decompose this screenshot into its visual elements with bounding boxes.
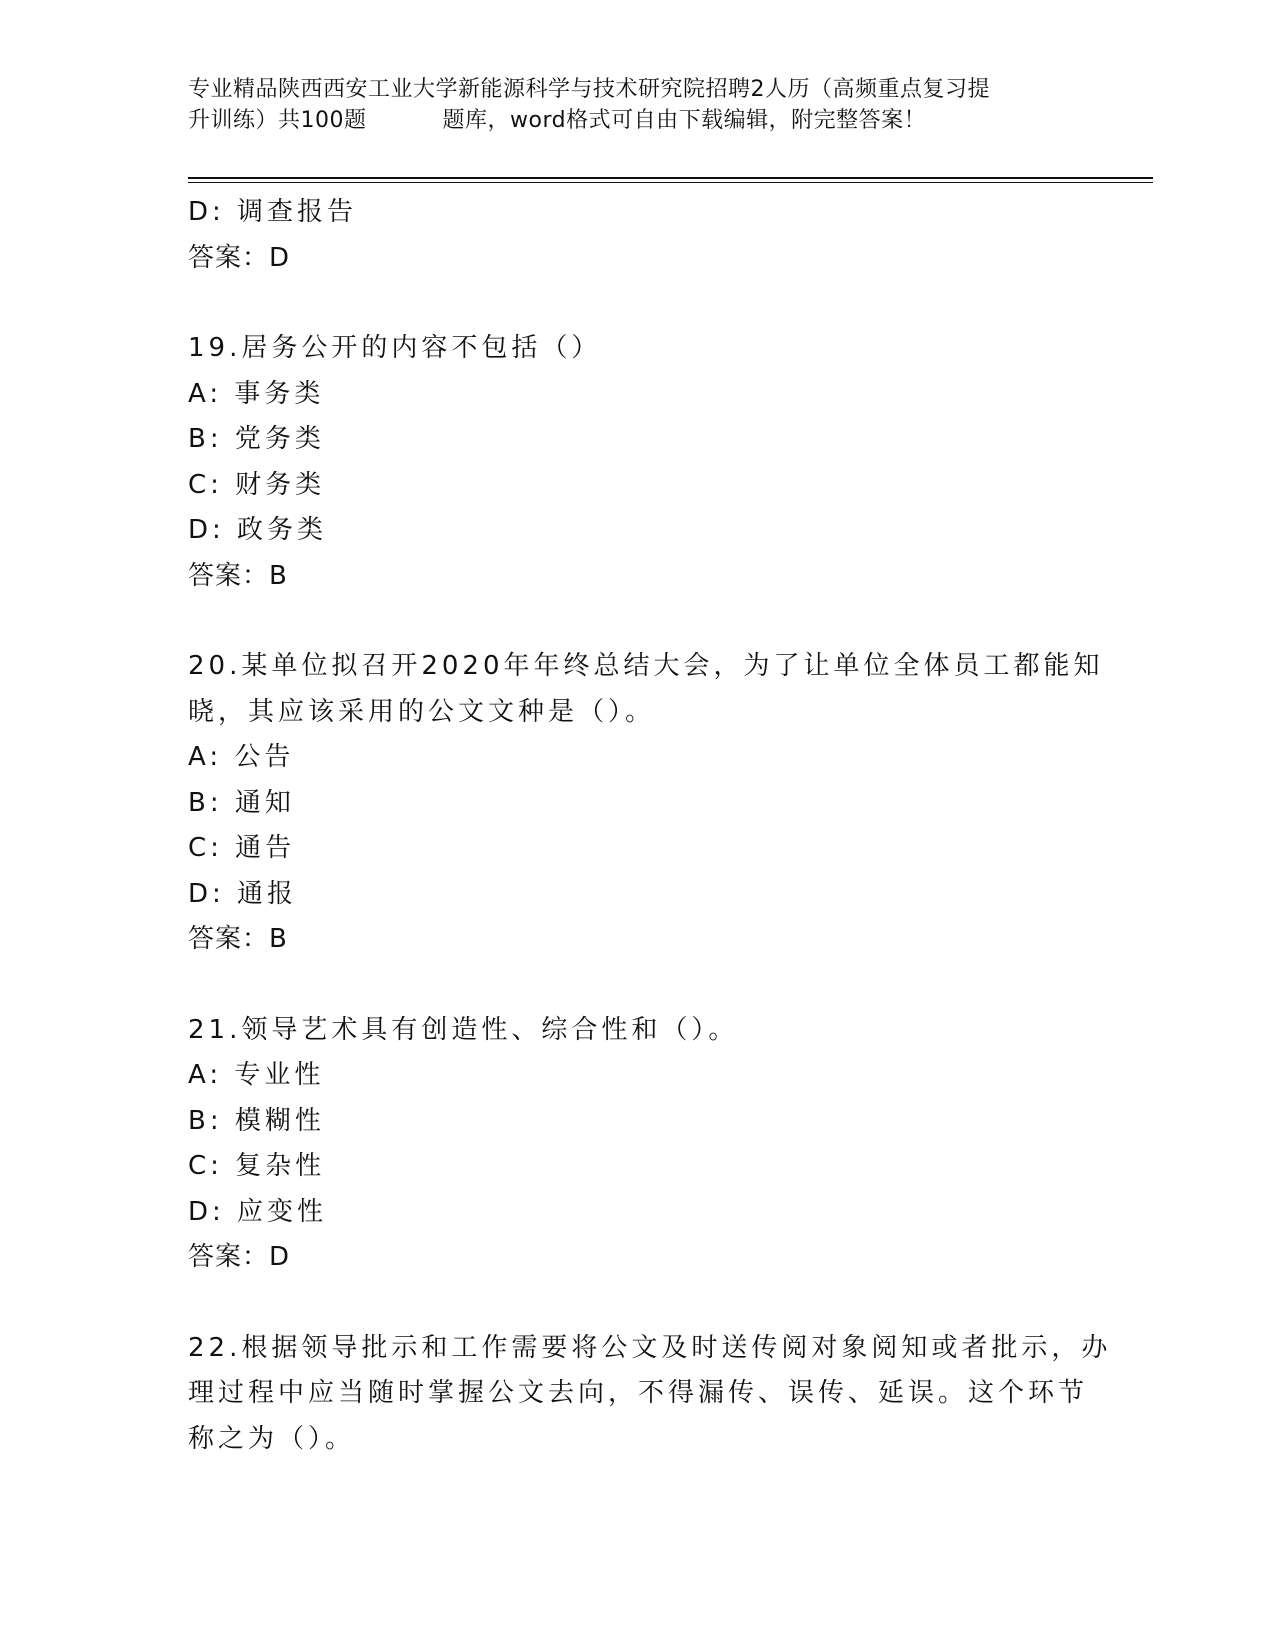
question-content (188, 190, 1112, 1462)
header-rule-thin (188, 182, 1153, 183)
question-20 (188, 644, 1104, 963)
option-a: A: 事务类 (188, 378, 325, 409)
header-line-1: 专业精品陕西西安工业大学新能源科学与技术研究院招聘2人历（高频重点复习提 (188, 77, 990, 102)
answer: 答案：D (188, 242, 291, 273)
question-22 (188, 1326, 1112, 1463)
header-line-2b: 题库，word格式可自由下载编辑，附完整答案！ (442, 108, 927, 133)
option-d: D: 通报 (188, 878, 298, 909)
question-stem-line-1: 22.根据领导批示和工作需要将公文及时送传阅对象阅知或者批示，办 (188, 1332, 1112, 1363)
question-stem-line-2: 晓，其应该采用的公文文种是（）。 (188, 696, 656, 727)
header-rule-thick (188, 177, 1153, 179)
question-stem: 21.领导艺术具有创造性、综合性和（）。 (188, 1014, 739, 1045)
header-line-2a: 升训练）共100题 (188, 108, 367, 133)
document-header (188, 74, 1088, 136)
option-a: A: 公告 (188, 742, 295, 772)
option-a: A: 专业性 (188, 1060, 325, 1090)
question-stem-line-2: 理过程中应当随时掌握公文去向，不得漏传、误传、延误。这个环节 (188, 1378, 1089, 1408)
option-b: B: 模糊性 (188, 1105, 325, 1136)
question-19 (188, 326, 1088, 599)
answer: 答案：D (188, 1242, 291, 1272)
option-c: C: 复杂性 (188, 1151, 326, 1181)
previous-question-tail (188, 190, 1088, 281)
option-c: C: 财务类 (188, 469, 326, 500)
answer: 答案：B (188, 924, 288, 954)
question-stem: 19.居务公开的内容不包括（） (188, 333, 602, 363)
option-b: B: 党务类 (188, 424, 325, 454)
option-d: D: 政务类 (188, 515, 328, 545)
option-b: B: 通知 (188, 787, 295, 818)
answer: 答案：B (188, 560, 288, 591)
question-21 (188, 1008, 1088, 1281)
header-line-2 (188, 105, 1088, 136)
option-d: D: 调查报告 (188, 197, 358, 227)
question-stem-line-1: 20.某单位拟召开2020年年终总结大会，为了让单位全体员工都能知 (188, 651, 1104, 681)
option-c: C: 通告 (188, 833, 296, 863)
question-stem-line-3: 称之为（）。 (188, 1423, 356, 1454)
option-d: D: 应变性 (188, 1196, 328, 1227)
